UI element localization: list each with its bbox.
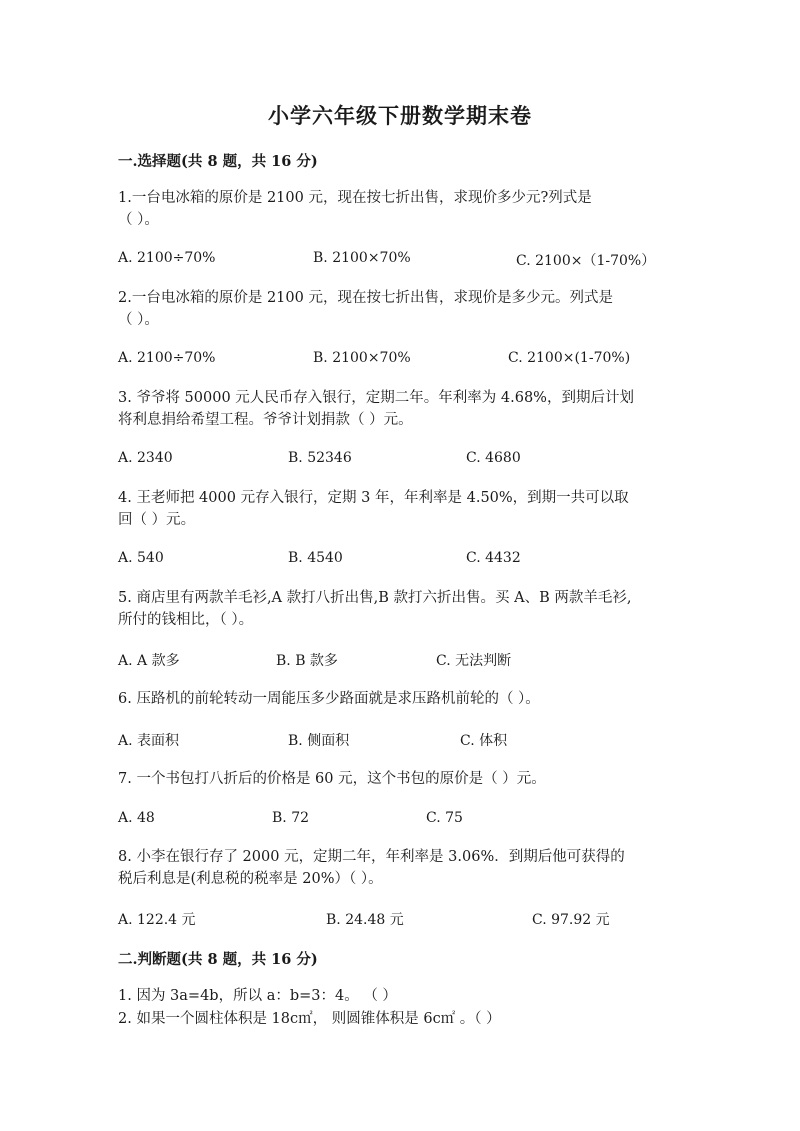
question-text: 2.一台电冰箱的原价是 2100 元，现在按七折出售，求现价是多少元。列式是	[118, 290, 613, 306]
option-b: B. 侧面积	[288, 733, 350, 749]
option-b: B. 52346	[288, 450, 352, 466]
question-7-options	[118, 810, 678, 832]
question-text: 所付的钱相比，（ ）。	[118, 612, 254, 628]
question-6	[118, 688, 678, 710]
exam-title: 小学六年级下册数学期末卷	[268, 103, 532, 128]
option-c: C. 无法判断	[436, 653, 512, 669]
option-a: A. 540	[118, 550, 164, 566]
option-c: C. 2100×(1-70%)	[508, 350, 631, 366]
question-5-options	[118, 650, 678, 672]
option-b: B. 2100×70%	[313, 250, 411, 266]
question-text: （ ）。	[118, 212, 159, 228]
option-a: A. 2100÷70%	[118, 350, 216, 366]
question-3-options	[118, 450, 678, 472]
judge-item-1: 1. 因为 3a=4b，所以 a：b=3：4。 （ ）	[118, 988, 397, 1004]
question-4	[118, 487, 678, 531]
option-c: C. 4432	[466, 550, 521, 566]
question-text: 1.一台电冰箱的原价是 2100 元，现在按七折出售，求现价多少元?列式是	[118, 190, 592, 206]
question-text: 将利息捐给希望工程。爷爷计划捐款（ ）元。	[118, 412, 413, 428]
question-2-options	[118, 350, 678, 372]
question-text: （ ）。	[118, 312, 159, 328]
option-c: C. 4680	[466, 450, 521, 466]
question-1-options	[118, 250, 678, 272]
question-text: 7. 一个书包打八折后的价格是 60 元，这个书包的原价是（ ）元。	[118, 771, 546, 787]
question-8	[118, 846, 678, 890]
question-1	[118, 187, 678, 231]
question-text: 5. 商店里有两款羊毛衫,A 款打八折出售,B 款打六折出售。买 A、B 两款羊毛衫,	[118, 590, 632, 606]
option-a: A. 表面积	[118, 733, 180, 749]
option-b: B. 2100×70%	[313, 350, 411, 366]
question-4-options	[118, 550, 678, 572]
option-c: C. 2100×（1-70%）	[516, 253, 656, 269]
question-text: 3. 爷爷将 50000 元人民币存入银行，定期二年。年利率为 4.68%，到期后计划	[118, 390, 634, 406]
judge-item-2: 2. 如果一个圆柱体积是 18c㎡， 则圆锥体积是 6c㎡ 。（ ）	[118, 1011, 501, 1027]
section-heading-judge: 二.判断题(共 8 题，共 16 分)	[118, 951, 318, 968]
question-text: 4. 王老师把 4000 元存入银行，定期 3 年，年利率是 4.50%，到期一共可以取	[118, 490, 629, 506]
question-7	[118, 768, 678, 790]
option-c: C. 75	[426, 810, 463, 826]
option-a: A. 2100÷70%	[118, 250, 216, 266]
option-b: B. 4540	[288, 550, 343, 566]
option-c: C. 97.92 元	[532, 912, 610, 928]
option-a: A. A 款多	[118, 653, 180, 669]
question-2	[118, 287, 678, 331]
question-text: 8. 小李在银行存了 2000 元，定期二年，年利率是 3.06%．到期后他可获得的	[118, 849, 625, 865]
question-6-options	[118, 730, 678, 752]
option-b: B. B 款多	[276, 653, 338, 669]
question-text: 回（ ）元。	[118, 512, 196, 528]
question-text: 税后利息是(利息税的税率是 20%）（ ）。	[118, 871, 383, 887]
option-a: A. 122.4 元	[118, 912, 196, 928]
option-b: B. 72	[272, 810, 310, 826]
question-5	[118, 587, 678, 631]
question-8-options	[118, 909, 678, 931]
section-heading-choice: 一.选择题(共 8 题，共 16 分)	[118, 153, 318, 170]
option-a: A. 2340	[118, 450, 173, 466]
question-3	[118, 387, 678, 431]
question-text: 6. 压路机的前轮转动一周能压多少路面就是求压路机前轮的（ ）。	[118, 691, 540, 707]
option-b: B. 24.48 元	[326, 912, 404, 928]
option-c: C. 体积	[460, 733, 508, 749]
option-a: A. 48	[118, 810, 155, 826]
